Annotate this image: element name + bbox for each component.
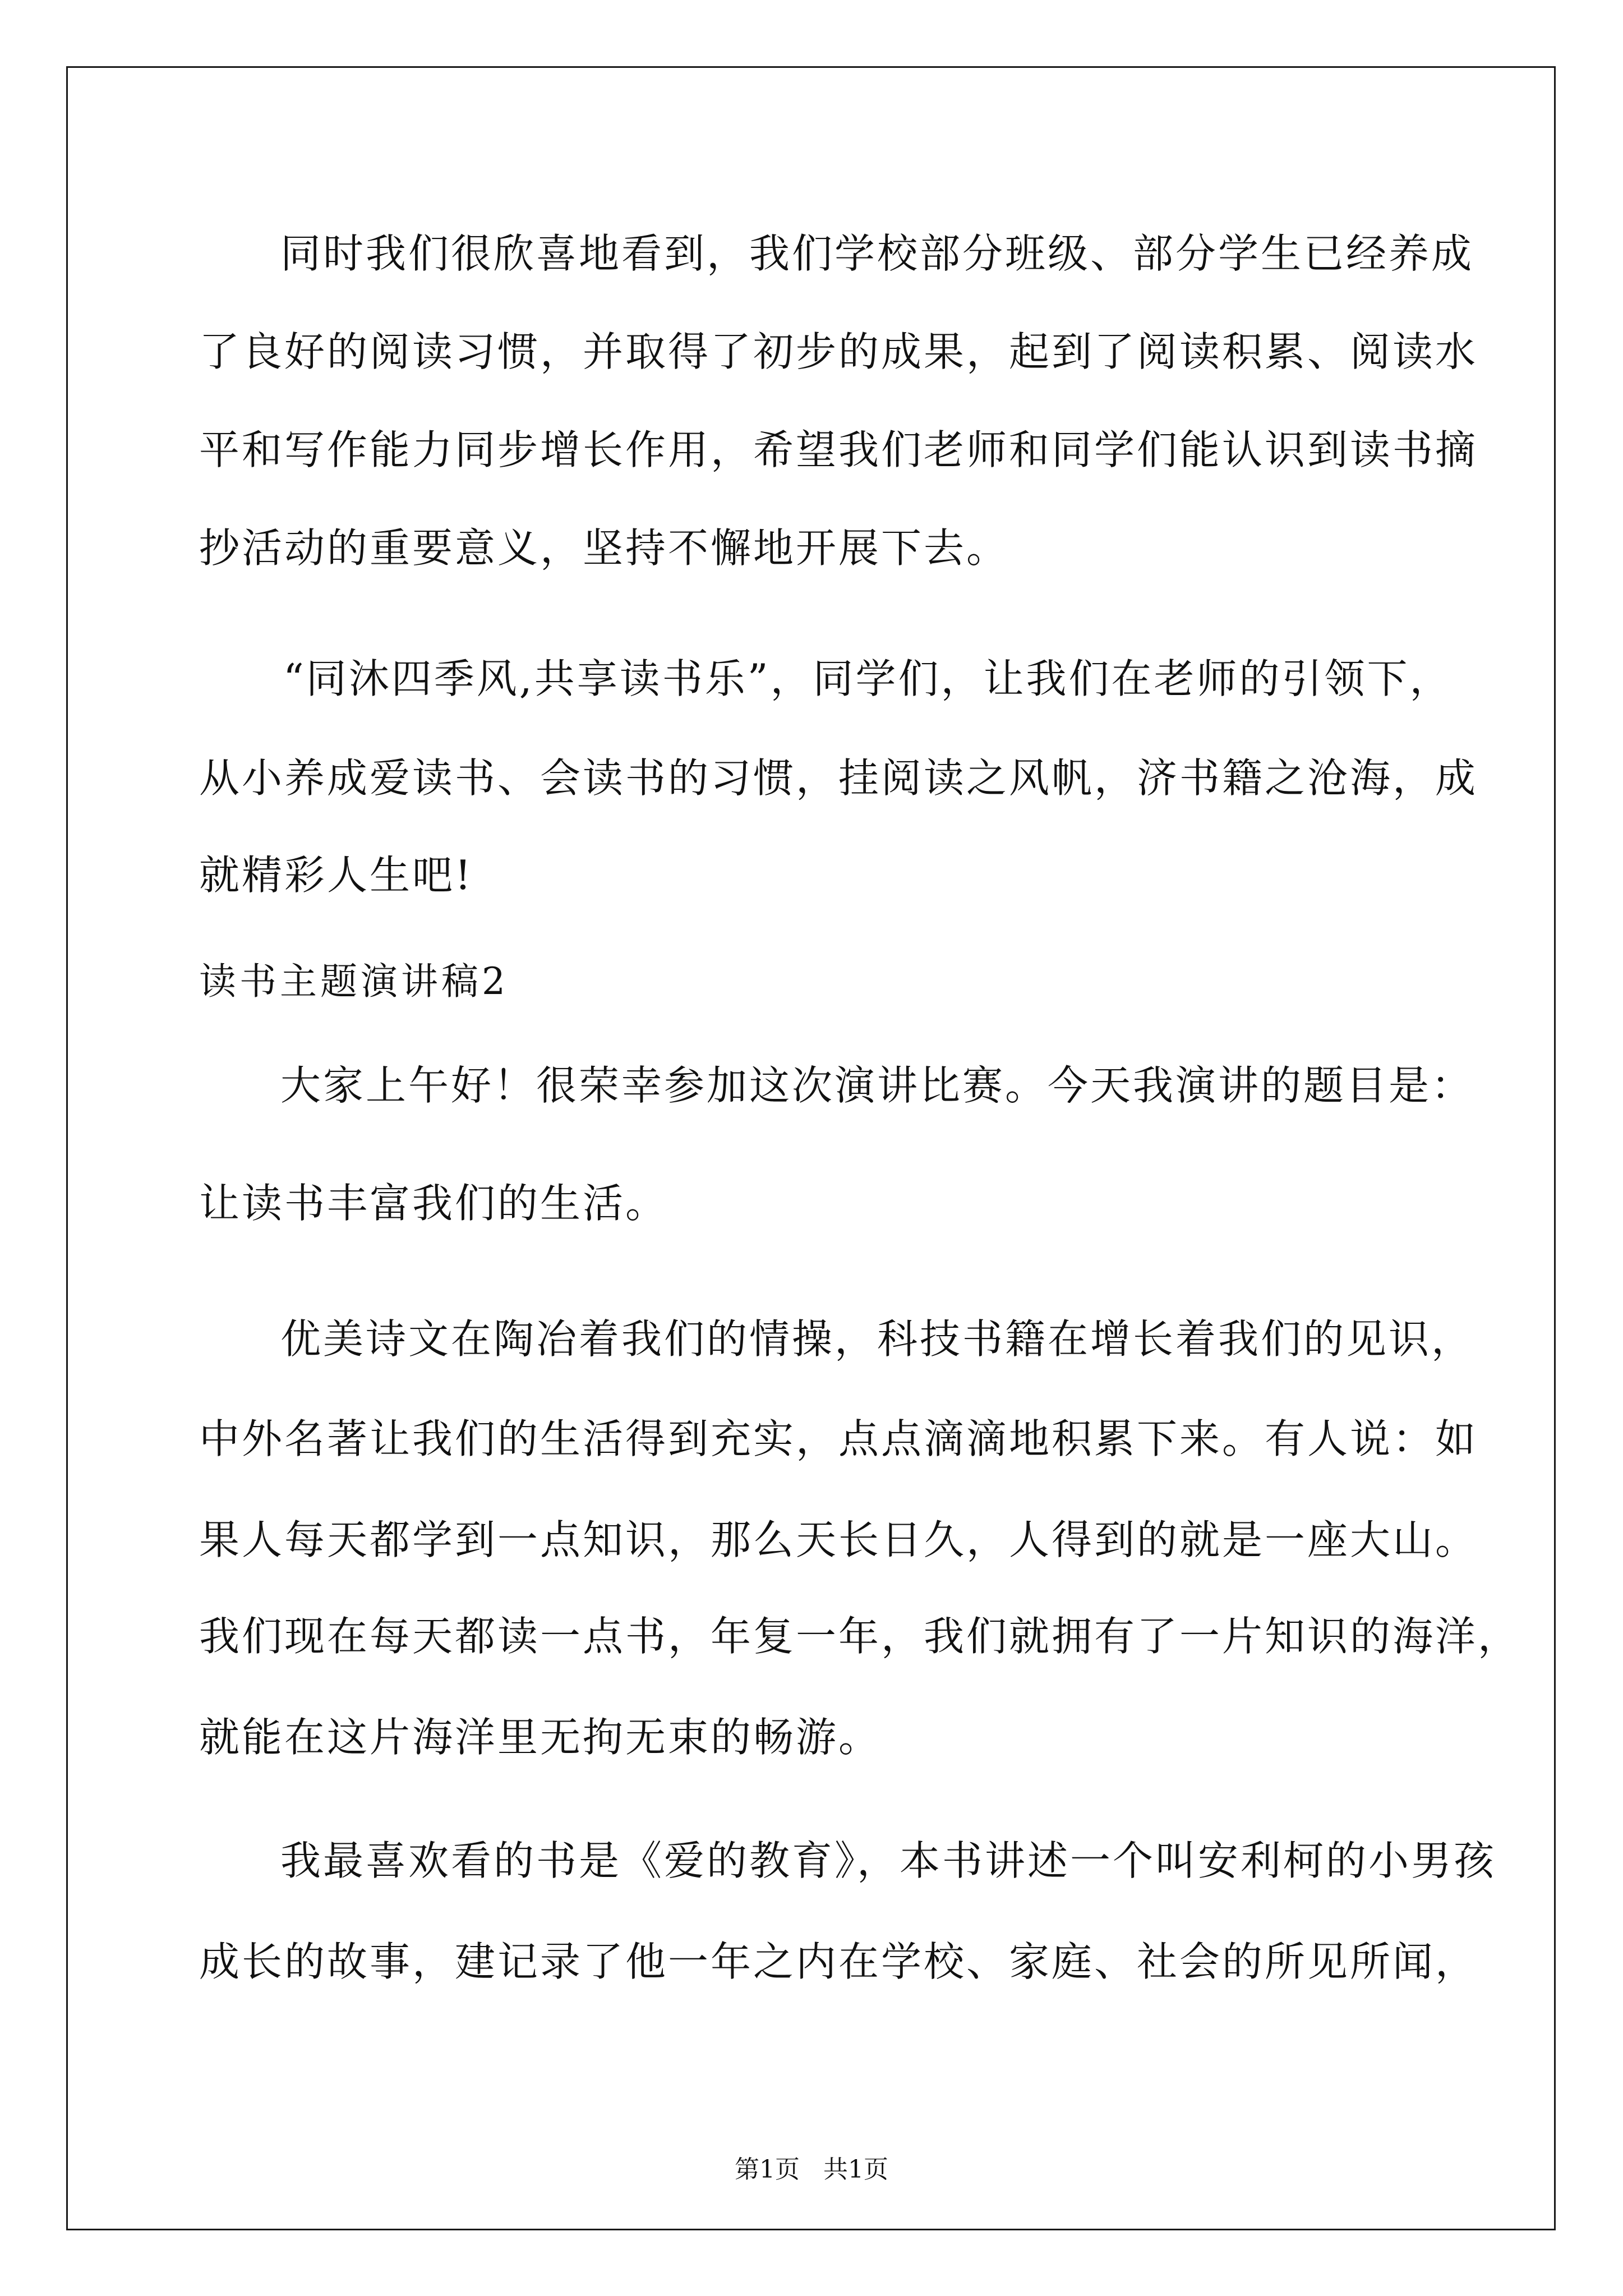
- body-line: 从小养成爱读书、会读书的习惯，挂阅读之风帆，济书籍之沧海，成: [199, 754, 1478, 802]
- body-line: 就精彩人生吧!: [199, 852, 473, 899]
- body-line: 我最喜欢看的书是《爱的教育》，本书讲述一个叫安利柯的小男孩: [280, 1837, 1497, 1884]
- section-heading: 读书主题演讲稿2: [199, 960, 509, 1003]
- page-number-footer: 第1页 共1页: [735, 2155, 888, 2184]
- body-line: “同沐四季风,共享读书乐”，同学们，让我们在老师的引领下，: [283, 655, 1453, 702]
- body-line: 了良好的阅读习惯，并取得了初步的成果，起到了阅读积累、阅读水: [199, 328, 1478, 375]
- body-line: 我们现在每天都读一点书，年复一年，我们就拥有了一片知识的海洋，: [199, 1613, 1521, 1660]
- body-line: 大家上午好！很荣幸参加这次演讲比赛。今天我演讲的题目是：: [280, 1062, 1474, 1109]
- body-line: 中外名著让我们的生活得到充实，点点滴滴地积累下来。有人说：如: [199, 1415, 1478, 1462]
- body-line: 成长的故事，建记录了他一年之内在学校、家庭、社会的所见所闻，: [199, 1938, 1478, 1985]
- page-border: [66, 66, 1556, 2230]
- body-line: 让读书丰富我们的生活。: [199, 1180, 668, 1227]
- body-line: 优美诗文在陶冶着我们的情操，科技书籍在增长着我们的见识，: [280, 1315, 1474, 1363]
- body-line: 果人每天都学到一点知识，那么天长日久，人得到的就是一座大山。: [199, 1516, 1478, 1563]
- body-line: 抄活动的重要意义，坚持不懈地开展下去。: [199, 524, 1009, 572]
- body-line: 同时我们很欣喜地看到，我们学校部分班级、部分学生已经养成: [280, 230, 1474, 277]
- body-line: 就能在这片海洋里无拘无束的畅游。: [199, 1714, 882, 1761]
- body-line: 平和写作能力同步增长作用，希望我们老师和同学们能认识到读书摘: [199, 426, 1478, 473]
